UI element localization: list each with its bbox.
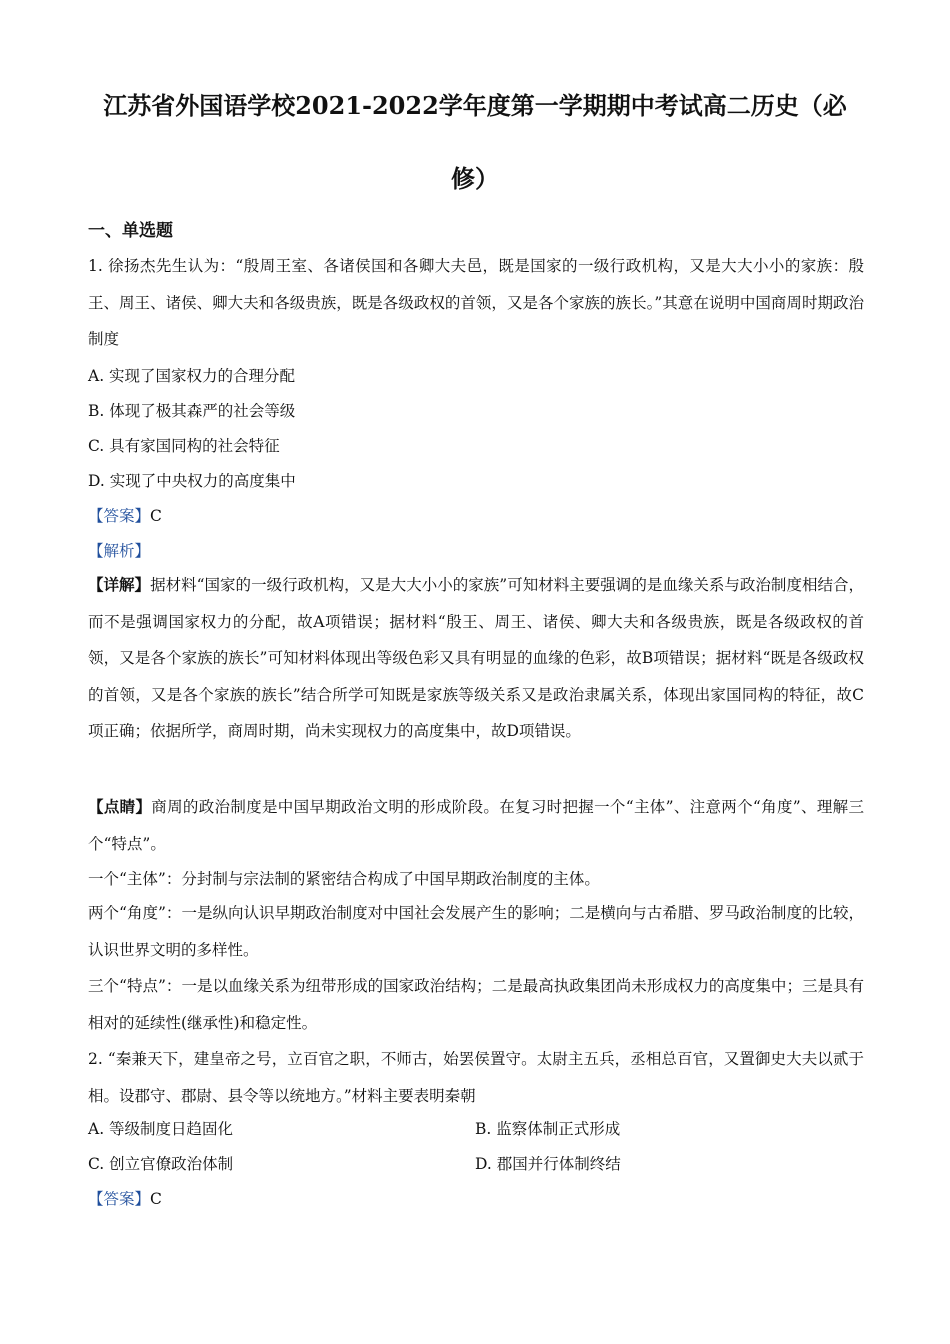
question-2-option-c: C. 创立官僚政治体制 xyxy=(88,1155,234,1173)
detail-text: 据材料“国家的一级行政机构，又是大大小小的家族”可知材料主要强调的是血缘关系与政治制度相结合，而不是强调国家权力的分配，故A项错误；据材料“殷王、周王、诸侯、卿大夫和各级贵族，既是各级政权的首领，又是各个家族的族长”可知材料体现出等级色彩又具有明显的血缘的色彩，故B项错误；据材料“既是各级政权的首领，又是各个家族的族长”结合所学可知既是家族等级关系又是政治隶属关系，体现出家国同构的特征，故C项正确；依据所学，商周时期，尚未实现权力的高度集中，故D项错误。 xyxy=(88,576,864,740)
question-1-stem: 1. 徐扬杰先生认为：“殷周王室、各诸侯国和各卿大夫邑，既是国家的一级行政机构，又是大大小小的家族：殷王、周王、诸侯、卿大夫和各级贵族，既是各级政权的首领，又是各个家族的族长。”其意在说明中国商周时期政治制度 xyxy=(88,257,864,348)
question-1-detail xyxy=(88,567,864,750)
question-1-analysis-tag xyxy=(88,539,150,563)
question-1-tip-point-1: 一个“主体”：分封制与宗法制的紧密结合构成了中国早期政治制度的主体。 xyxy=(88,870,600,888)
tip-text: 商周的政治制度是中国早期政治文明的形成阶段。在复习时把握一个“主体”、注意两个“角度”、理解三个“特点”。 xyxy=(88,798,864,853)
question-1-tip-point-3: 三个“特点”：一是以血缘关系为纽带形成的国家政治结构；二是最高执政集团尚未形成权力的高度集中；三是具有相对的延续性(继承性)和稳定性。 xyxy=(88,977,864,1032)
document-title-line-2: 修） xyxy=(451,164,499,193)
question-1-option-a: A. 实现了国家权力的合理分配 xyxy=(88,367,296,385)
question-1-answer xyxy=(88,504,162,528)
question-2-answer xyxy=(88,1187,162,1211)
answer-tag: 【答案】 xyxy=(88,507,151,525)
section-heading: 一、单选题 xyxy=(88,221,173,241)
question-2-option-a: A. 等级制度日趋固化 xyxy=(88,1120,234,1138)
tip-tag: 【点睛】 xyxy=(88,797,152,816)
analysis-tag: 【解析】 xyxy=(88,542,151,560)
question-2-option-d: D. 郡国并行体制终结 xyxy=(475,1155,621,1173)
question-2-option-b: B. 监察体制正式形成 xyxy=(475,1120,621,1138)
document-title-line-1: 江苏省外国语学校2021-2022学年度第一学期期中考试高二历史（必 xyxy=(103,91,847,120)
answer-value: C xyxy=(150,507,162,525)
question-1-option-b: B. 体现了极其森严的社会等级 xyxy=(88,402,296,420)
question-1-option-d: D. 实现了中央权力的高度集中 xyxy=(88,472,296,490)
question-2-stem: 2. “秦兼天下，建皇帝之号，立百官之职，不师古，始罢侯置守。太尉主五兵，丞相总百官，又置御史大夫以贰于相。设郡守、郡尉、县令等以统地方。”材料主要表明秦朝 xyxy=(88,1050,864,1105)
question-1-tip xyxy=(88,789,864,862)
answer-value: C xyxy=(150,1190,162,1208)
question-1-tip-point-2: 两个“角度”：一是纵向认识早期政治制度对中国社会发展产生的影响；二是横向与古希腊、罗马政治制度的比较，认识世界文明的多样性。 xyxy=(88,904,864,959)
question-1-option-c: C. 具有家国同构的社会特征 xyxy=(88,437,280,455)
answer-tag: 【答案】 xyxy=(88,1190,151,1208)
detail-tag: 【详解】 xyxy=(88,575,151,594)
